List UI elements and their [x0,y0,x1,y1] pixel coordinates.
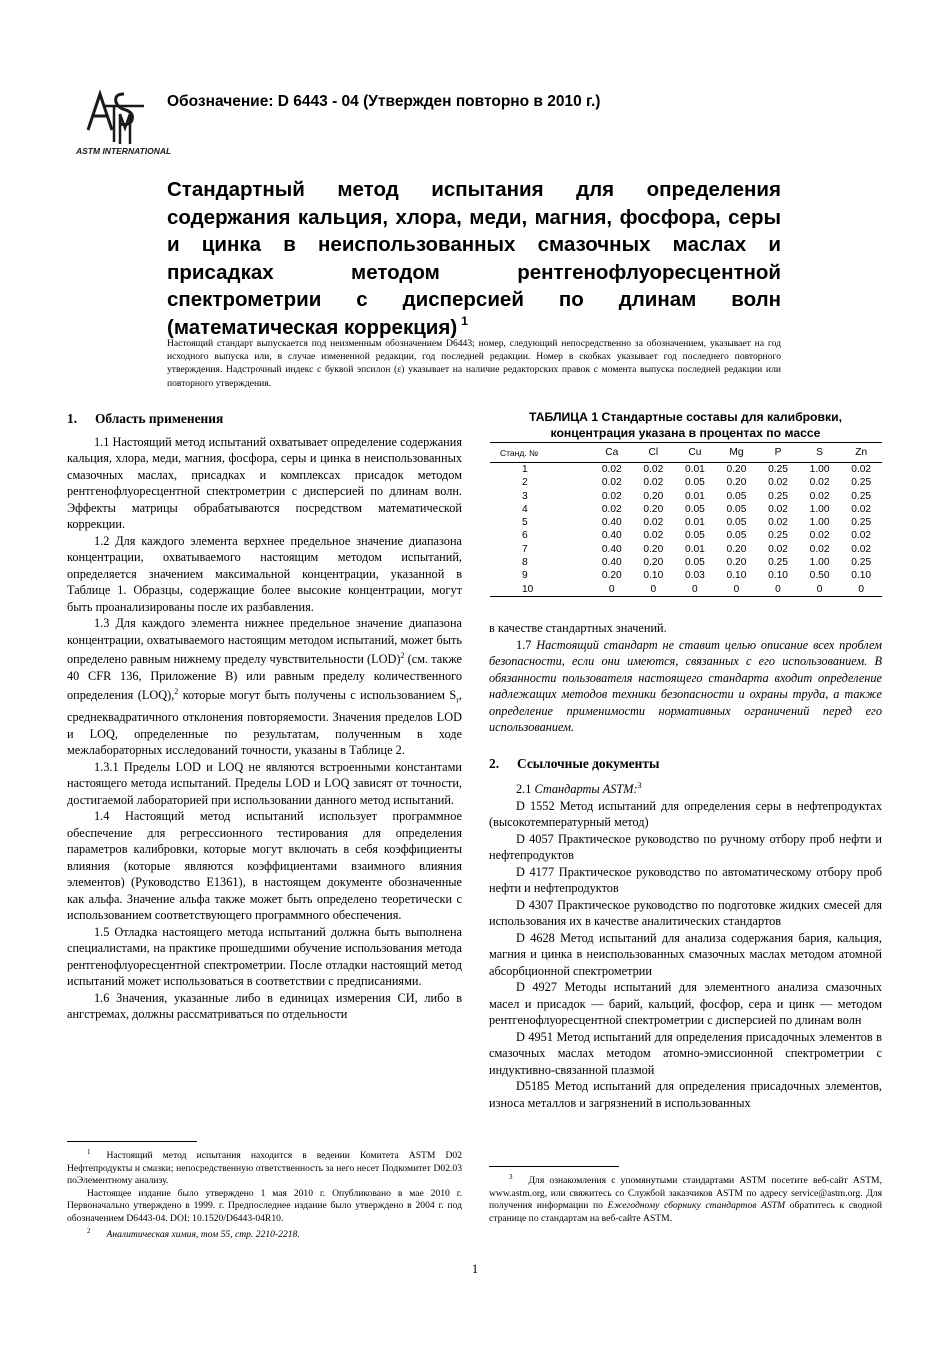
column-header: Mg [716,443,758,463]
concentration-cell: 0.25 [851,490,872,502]
paragraph-1-7 [489,637,882,736]
concentration-cell: 0.40 [601,543,622,555]
concentration-cell: 0.02 [809,490,830,502]
section-title: Область применения [95,411,224,426]
footnote-1-edition: Настоящее издание было утверждено 1 мая 2010 г. Опубликовано в мае 2010 г. Первоначально утверждено в 1999. г. Предпоследнее издание было утверждено в 2004 г. под обозначением D6443-04. DOI: 10.1520/D6443-04R10. [67,1187,462,1224]
standard-number-cell: 9 [522,570,528,582]
concentration-cell: 0.05 [726,530,747,542]
concentration-cell: 0 [716,583,758,597]
concentration-cell: 0.02 [851,530,872,542]
concentration-cell: 0.05 [726,503,747,515]
concentration-cell: 0.50 [809,570,830,582]
concentration-cell: 0.25 [768,557,788,569]
concentration-cell: 0.05 [684,557,705,569]
concentration-cell: 0.40 [601,530,622,542]
concentration-cell: 0.02 [851,503,872,515]
concentration-cell: 0.02 [601,464,622,475]
concentration-cell: 0.10 [643,570,664,582]
table-row [490,476,882,489]
concentration-cell: 0.05 [684,530,705,542]
footnote-1 [67,1146,462,1188]
concentration-cell: 0.05 [726,517,747,529]
concentration-cell: 0.02 [809,530,830,542]
section-number: 1. [67,411,78,426]
section-number: 2. [489,755,500,771]
concentration-cell: 0.20 [726,477,747,489]
footnote-text: Настоящий метод испытания находится в ведении Комитета ASTM D02 Нефтепродукты и смазки; непосредственную ответственность за него несет Подкомитет D02.03 поЭлементному анализу. [67,1150,462,1187]
title-footnote-mark: 1 [461,313,468,328]
reference-item: D 4057 Практическое руководство по ручному отбору проб нефти и нефтепродуктов [489,831,882,863]
footnotes-right [489,1171,882,1225]
column-header: P [757,443,799,463]
concentration-cell: 0.20 [643,543,664,555]
concentration-cell: 1.00 [809,464,830,475]
standard-number-cell: 4 [522,503,528,515]
footnotes-left [67,1146,462,1242]
footnote-divider [489,1166,619,1167]
footnote-mark: 2 [87,1227,91,1236]
page-number: 1 [471,1262,479,1276]
concentration-cell: 0.02 [601,503,622,515]
concentration-cell: 1.00 [809,557,830,569]
footnote-text: обратитесь к сводной странице по стандартам на веб-сайте ASTM. [489,1200,882,1224]
table-row [490,463,882,477]
standard-number-cell: 8 [522,557,528,569]
reference-item: D 1552 Метод испытаний для определения серы в нефтепродуктах (высокотемпературный метод) [489,798,882,830]
concentration-cell: 0.20 [643,490,664,502]
paragraph-1-3-1: 1.3.1 Пределы LOD и LOQ не являются встроенными константами настоящего метода испытаний. Пределы LOD и LOQ зависят от точности, достигаемой лабораторией при использовании данного метод испытаний. [67,759,462,807]
concentration-cell: 0.02 [643,477,664,489]
reference-item: D5185 Метод испытаний для определения присадочных элементов, износа металлов и загрязнений в использованных [489,1079,882,1110]
reference-item: D 4177 Практическое руководство по автоматическому отбору проб нефти и нефтепродуктов [489,864,882,896]
concentration-cell: 0 [840,583,882,597]
concentration-cell: 0 [757,583,799,597]
footnote-2 [67,1225,462,1242]
concentration-cell: 0.40 [601,517,622,529]
concentration-cell: 0 [799,583,841,597]
concentration-cell: 0.02 [601,477,622,489]
concentration-cell: 0.02 [768,543,788,555]
concentration-cell: 0.25 [851,477,872,489]
concentration-cell: 0.03 [684,570,705,582]
concentration-cell: 0.20 [726,543,747,555]
concentration-cell: 0.01 [684,464,705,475]
astm-standards-label: Стандарты ASTM: [534,782,638,797]
concentration-cell: 0.02 [643,517,664,529]
section-2-heading [489,756,882,773]
concentration-cell: 0 [674,583,716,597]
concentration-cell: 0.01 [684,543,705,555]
column-header: Станд. № [490,443,591,463]
concentration-cell: 0.25 [851,517,872,529]
concentration-cell: 0.02 [768,503,788,515]
concentration-cell: 0.01 [684,490,705,502]
concentration-cell: 0.25 [851,557,872,569]
paragraph-1-3 [67,615,462,759]
standard-number-cell: 2 [522,477,528,489]
table-1-caption [489,410,882,441]
reference-item: D 4951 Метод испытаний для определения присадочных элементов в смазочных маслах методом атомно-эмиссионной спектрометрии с индуктивно-связанной плазмой [489,1029,882,1077]
table-row [490,503,882,516]
concentration-cell: 0.02 [851,464,872,475]
footnote-ref: 3 [637,781,642,790]
reference-item: D 4927 Методы испытаний для элементного анализа смазочных масел и присадок — барий, кальций, фосфор, сера и цинк — методом рентгенофлуоресцентной спектрометрии с дисперсией по длинам волн [489,980,882,1028]
p13-part-d: , среднеквадратичного отклонения повторяемости. Значения пределов LOD и LOQ, определенные по результатам, полученным в ходе межлабораторных исследований точности, указаны в Таблице 2. [67,688,462,758]
concentration-cell: 0.25 [768,464,788,475]
astm-logo [74,86,172,158]
concentration-cell: 0.10 [851,570,872,582]
paragraph-1-6-continued: в качестве стандартных значений. [489,621,667,635]
table-row [490,490,882,503]
table-row [490,529,882,542]
standard-number-cell: 5 [522,517,528,529]
reference-item: D 4307 Практическое руководство по подготовке жидких смесей для использования их в качестве аналитических стандартов [489,897,882,929]
footnote-3 [489,1171,882,1225]
standard-number-cell: 6 [522,530,528,542]
concentration-cell: 0.40 [601,557,622,569]
subscript: r [456,695,459,705]
p13-part-b: (см. также 40 CFR 136, Приложение В) или равным пределу количественного определения (LOQ), [67,652,463,703]
standard-number-cell: 3 [522,490,528,502]
left-column [67,411,462,1023]
caption-line-2: концентрация указана в процентах по массе [550,425,821,440]
right-column [489,620,882,1111]
table-header-row [490,443,882,463]
safety-statement: Настоящий стандарт не ставит целью описание всех проблем безопасности, если они имеются, связанных с его использованием. В обязанности пользователя настоящего стандарта входит определение надлежащих методов техники безопасности и охраны труда, а также определение применимости нормативных ограничений перед его использованием. [489,637,882,734]
concentration-cell: 0.02 [851,543,872,555]
concentration-cell: 0 [591,583,633,597]
footnote-text: Аналитическая химия, том 55, стр. 2210-2218. [106,1229,300,1241]
footnote-mark: 1 [87,1148,91,1156]
concentration-cell: 0.20 [601,570,622,582]
column-header: Zn [840,443,882,463]
footnote-text: Для ознакомления с упомянутыми стандартами ASTM посетите веб-сайт ASTM, www.astm.org, или свяжитесь со Службой заказчиков ASTM по адресу service@astm.org. Для получения информации по [489,1175,882,1212]
concentration-cell: 0.25 [768,490,788,502]
concentration-cell: 0.05 [726,490,747,502]
title-text: Стандартный метод испытания для определения содержания кальция, хлора, меди, магния, фосфора, серы и цинка в неиспользованных смазочных маслах и присадках методом рентгенофлуоресцентной спектрометрии с дисперсией по длинам волн (математическая коррекция) [167,178,781,339]
paragraph-2-1 [489,778,882,798]
concentration-cell: 0.10 [768,570,788,582]
concentration-cell: 0.20 [726,464,747,475]
table-row [490,556,882,569]
concentration-cell: 0.02 [643,530,664,542]
paragraph-number: 1.7 [516,637,532,652]
footnote-divider [67,1141,197,1142]
concentration-cell: 0.02 [809,477,830,489]
table-row [490,583,882,597]
concentration-cell: 0.02 [601,490,622,502]
column-header: Ca [591,443,633,463]
paragraph-1-6: 1.6 Значения, указанные либо в единицах измерения СИ, либо в ангстремах, должны рассматриваться по отдельности [67,990,462,1022]
concentration-cell: 0.02 [809,543,830,555]
standard-number-cell: 7 [522,543,528,555]
column-header: Cu [674,443,716,463]
table-row [490,569,882,582]
table-row [490,543,882,556]
paragraph-1-2: 1.2 Для каждого элемента верхнее предельное значение диапазона концентрации, охватываемого настоящим методом испытаний, определяется значением максимальной концентрации, указанной в Таблице 1. Образцы, содержащие более высокие концентрации, могут быть проанализированы после их разбавления. [67,533,462,614]
intro-note: Настоящий стандарт выпускается под неизменным обозначением D6443; номер, следующий непосредственно за обозначением, указывает на год исходного выпуска или, в случае измененной редакции, год последней редакции. Номер в скобках указывает год последнего повторного утверждения. Надстрочный индекс с буквой эпсилон (ε) указывает на наличие редакторских правок с момента выпуска последней редакции или повторного утверждения. [167,338,781,389]
column-header: Cl [633,443,675,463]
table-1 [490,442,882,597]
paragraph-1-1: 1.1 Настоящий метод испытаний охватывает определение содержания кальция, хлора, меди, магния, фосфора, серы и цинка в неиспользованных смазочных маслах, присадках и комплексах присадок методом рентгенофлуоресцентной спектрометрии с дисперсией по длинам волн. Эффекты матрицы обрабатываются посредством математической коррекции. [67,434,462,531]
footnote-mark: 3 [509,1173,513,1181]
footnote-ref: 2 [174,687,179,697]
concentration-cell: 1.00 [809,517,830,529]
paragraph-1-5: 1.5 Отладка настоящего метода испытаний должна быть выполнена специалистами, на практике прошедшими обучение использования метода рентгенофлуоресцентной спектрометрии. После отладки настоящий метод испытаний может использоваться в соответствии с предписаниями. [67,924,462,989]
concentration-cell: 0.05 [684,477,705,489]
section-1-heading [67,411,462,428]
document-title [167,176,781,341]
concentration-cell: 0.02 [768,517,788,529]
footnote-ref: 2 [400,651,405,660]
column-header: S [799,443,841,463]
concentration-cell: 0.02 [643,464,664,475]
caption-line-1: ТАБЛИЦА 1 Стандартные составы для калибровки, [529,410,842,424]
concentration-cell: 1.00 [809,503,830,515]
concentration-cell: 0 [633,583,675,597]
paragraph-number: 2.1 [516,782,532,797]
concentration-cell: 0.25 [768,530,788,542]
p13-part-a: 1.3 Для каждого элемента нижнее предельное значение диапазона концентрации, охватываемого настоящим методом испытаний, может быть определено равным нижнему пределу чувствительности (LOD) [67,616,462,667]
paragraph-1-4: 1.4 Настоящий метод испытаний использует программное обеспечение для регрессионного тестирования для определения параметров калибровки, которые могут включать в себя коэффициенты влияния (которые являются коэффициентами взаимного влияния элементов) (Руководство E1361), в настоящем документе обозначенные как альфа. Значение альфа также может быть определено теоретически с использованием соответствующего программного обеспечения. [67,809,462,923]
standard-number-cell: 1 [522,464,528,475]
designation: Обозначение: D 6443 - 04 (Утвержден повторно в 2010 г.) [167,93,601,110]
section-title: Ссылочные документы [517,755,660,771]
p13-part-c: которые могут быть получены с использованием S [178,688,457,703]
concentration-cell: 0.05 [684,503,705,515]
table-row [490,516,882,529]
concentration-cell: 0.20 [726,557,747,569]
concentration-cell: 0.20 [643,557,664,569]
reference-item: D 4628 Метод испытаний для анализа содержания бария, кальция, магния и цинка в неиспользованных смазочных маслах методом атомной абсорбционной спектрометрии [489,930,882,978]
concentration-cell: 0.20 [643,503,664,515]
concentration-cell: 0.02 [768,477,788,489]
concentration-cell: 0.01 [684,517,705,529]
footnote-italic-text: Ежегодному сборнику стандартов ASTM [607,1200,786,1212]
concentration-cell: 0.10 [726,570,747,582]
logo-text: ASTM INTERNATIONAL [76,146,172,156]
standard-number-cell: 10 [490,583,591,597]
